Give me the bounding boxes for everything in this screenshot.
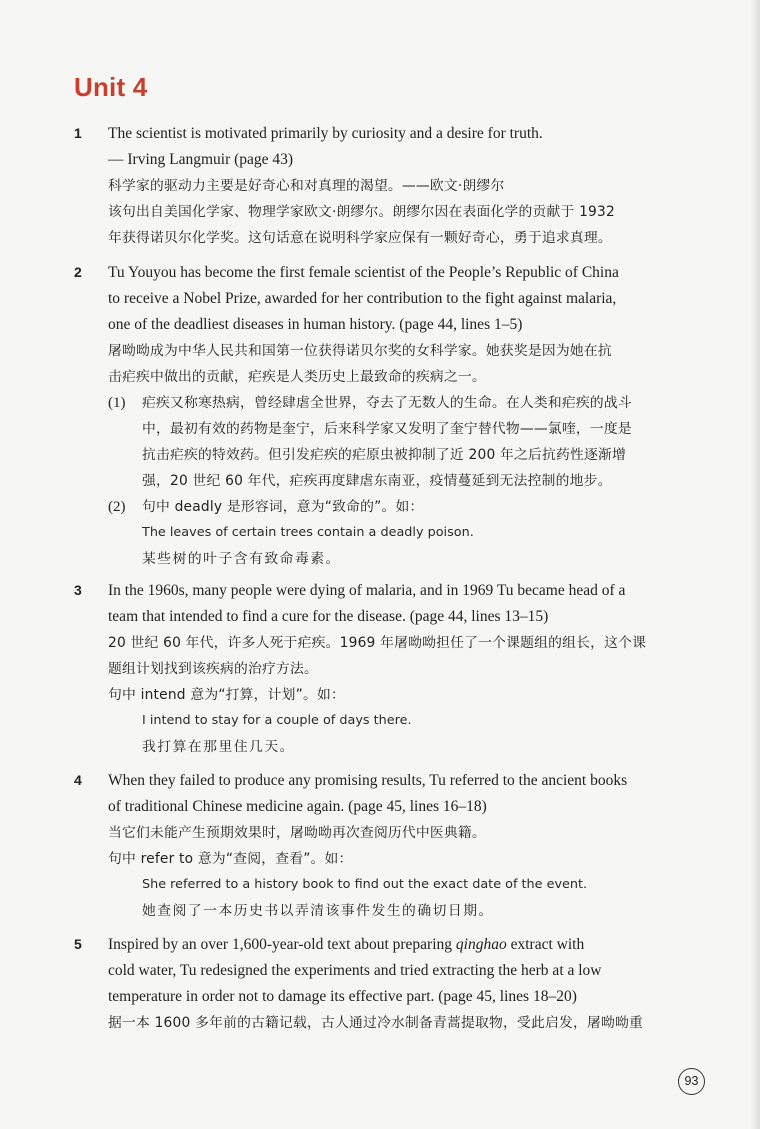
- translation-line: 科学家的驱动力主要是好奇心和对真理的渴望。——欧文·朗缪尔: [108, 178, 505, 194]
- quote-line: The scientist is motivated primarily by curiosity and a desire for truth.: [108, 125, 543, 142]
- sentence-part: Inspired by an over 1,600-year-old text about preparing: [108, 936, 456, 953]
- translation-line: 屠呦呦成为中华人民共和国第一位获得诺贝尔奖的女科学家。她获奖是因为她在抗: [108, 343, 612, 359]
- sentence-line: Tu Youyou has become the first female scientist of the People’s Republic of China: [108, 264, 619, 281]
- note-body: [108, 121, 656, 251]
- example-translation: 我打算在那里住几天。: [142, 739, 295, 755]
- explanation-line: 该句出自美国化学家、物理学家欧文·朗缪尔。朗缪尔因在表面化学的贡献于 1932: [108, 204, 615, 220]
- sentence-line: In the 1960s, many people were dying of malaria, and in 1969 Tu became head of a: [108, 582, 626, 599]
- sentence-line: of traditional Chinese medicine again. (page 45, lines 16–18): [108, 798, 487, 815]
- example-translation: 某些树的叶子含有致命毒素。: [142, 551, 341, 567]
- subnote-line: 句中 deadly 是形容词，意为“致命的”。如：: [142, 499, 424, 515]
- note-body: [108, 578, 656, 760]
- example-translation: 她查阅了一本历史书以弄清该事件发生的确切日期。: [142, 903, 494, 919]
- page-edge-shadow: [750, 0, 760, 1129]
- sentence-part: extract with: [506, 936, 585, 953]
- sentence-line: one of the deadliest diseases in human history. (page 44, lines 1–5): [108, 316, 523, 333]
- explanation-line: 句中 intend 意为“打算，计划”。如：: [108, 687, 346, 703]
- italic-term: qinghao: [455, 936, 507, 953]
- sentence-line: to receive a Nobel Prize, awarded for her contribution to the fight against malaria,: [108, 290, 617, 307]
- translation-line: 20 世纪 60 年代，许多人死于疟疾。1969 年屠呦呦担任了一个课题组的组长，这个课: [108, 635, 647, 651]
- subnote-2: [108, 494, 656, 520]
- example-sentence: I intend to stay for a couple of days there.: [142, 713, 412, 728]
- sentence-line: temperature in order not to damage its effective part. (page 45, lines 18–20): [108, 988, 577, 1005]
- subnote-marker: (1): [108, 395, 126, 411]
- sentence-line: When they failed to produce any promising results, Tu referred to the ancient books: [108, 772, 628, 789]
- translation-line: 击疟疾中做出的贡献，疟疾是人类历史上最致命的疾病之一。: [108, 369, 486, 385]
- explanation-line: 年获得诺贝尔化学奖。这句话意在说明科学家应保有一颗好奇心，勇于追求真理。: [108, 230, 612, 246]
- note-number: 1: [74, 125, 82, 141]
- note-number: 3: [74, 582, 82, 598]
- translation-line: 题组计划找到该疾病的治疗方法。: [108, 661, 318, 677]
- sentence-line: cold water, Tu redesigned the experiments and tried extracting the herb at a low: [108, 962, 602, 979]
- subnote-marker: (2): [108, 499, 126, 515]
- translation-line: 当它们未能产生预期效果时，屠呦呦再次查阅历代中医典籍。: [108, 825, 486, 841]
- example-sentence: The leaves of certain trees contain a deadly poison.: [142, 525, 474, 540]
- subnote-1: [108, 390, 656, 494]
- example-sentence: She referred to a history book to find out the exact date of the event.: [142, 877, 588, 892]
- subnote-line: 疟疾又称寒热病，曾经肆虐全世界，夺去了无数人的生命。在人类和疟疾的战斗: [142, 395, 632, 411]
- sentence-line: [108, 932, 656, 958]
- note-body: [108, 260, 656, 572]
- note-body: [108, 768, 656, 924]
- sentence-line: team that intended to find a cure for the disease. (page 44, lines 13–15): [108, 608, 549, 625]
- explanation-line: 句中 refer to 意为“查阅，查看”。如：: [108, 851, 353, 867]
- page-number-badge: 93: [678, 1068, 705, 1095]
- subnote-line: 中，最初有效的药物是奎宁，后来科学家又发明了奎宁替代物——氯喹，一度是: [142, 421, 632, 437]
- quote-source: — Irving Langmuir (page 43): [108, 151, 294, 168]
- note-number: 5: [74, 936, 82, 952]
- note-body: [108, 932, 656, 1036]
- note-number: 4: [74, 772, 82, 788]
- unit-title: Unit 4: [74, 72, 148, 102]
- subnote-line: 抗击疟疾的特效药。但引发疟疾的疟原虫被抑制了近 200 年之后抗药性逐渐增: [142, 447, 627, 463]
- note-number: 2: [74, 264, 82, 280]
- translation-line: 据一本 1600 多年前的古籍记载，古人通过冷水制备青蒿提取物，受此启发，屠呦呦重: [108, 1015, 643, 1031]
- subnote-line: 强，20 世纪 60 年代，疟疾再度肆虐东南亚，疫情蔓延到无法控制的地步。: [142, 473, 612, 489]
